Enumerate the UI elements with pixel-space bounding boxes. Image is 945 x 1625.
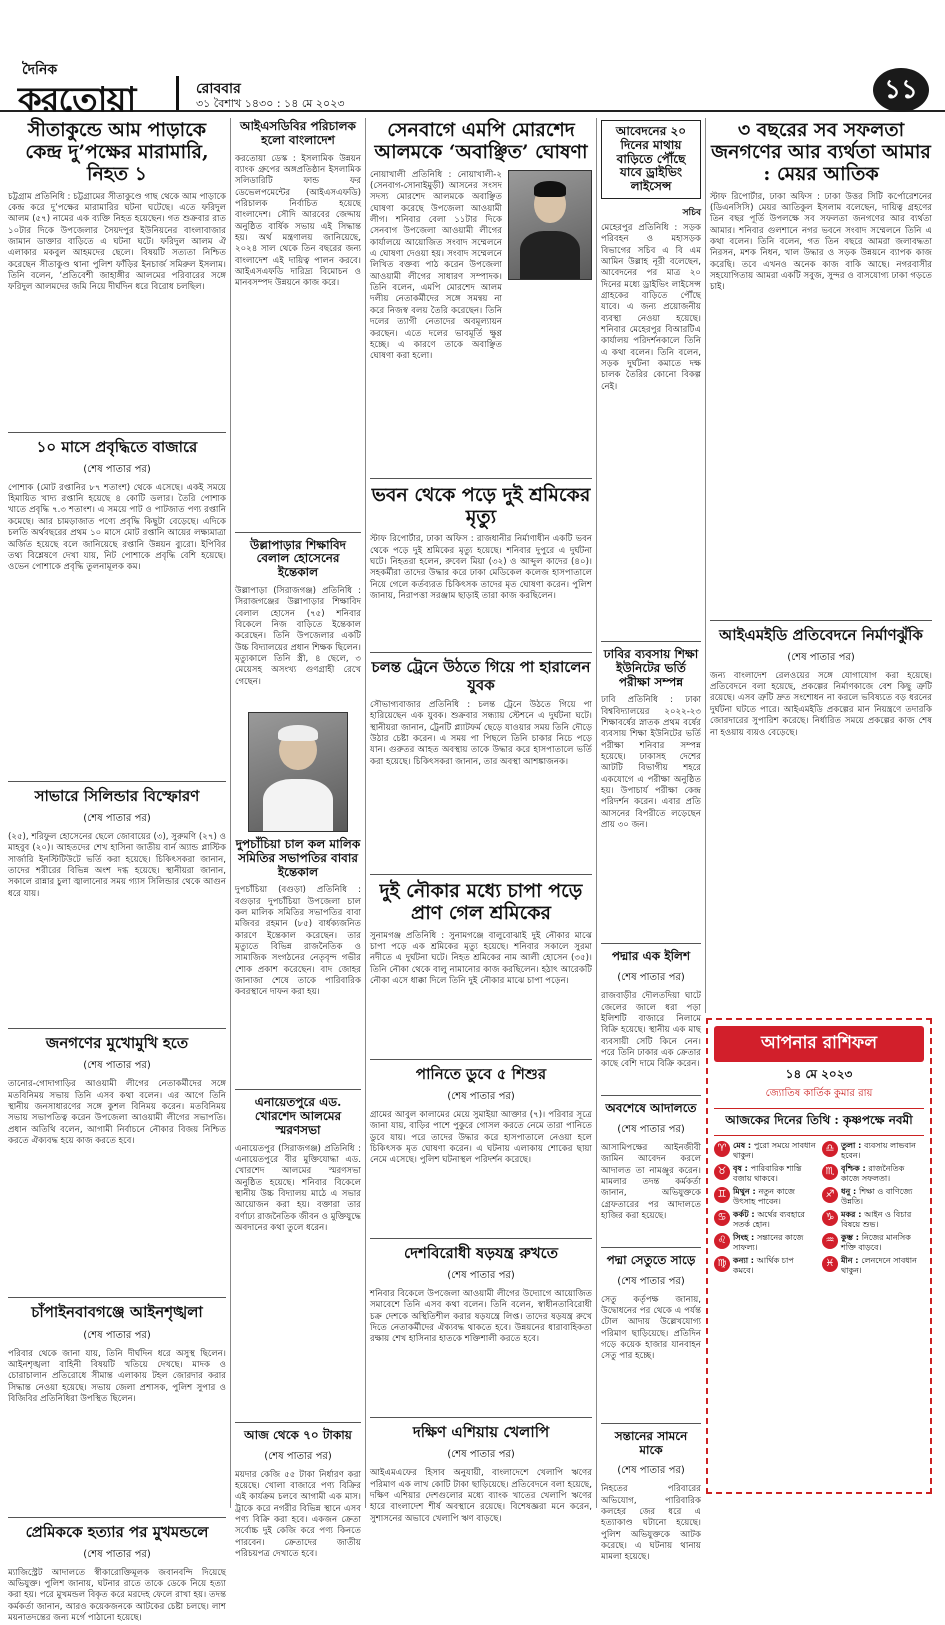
story-headline[interactable]: সেনবাগে এমপি মোরশেদ আলমকে ‘অবাঞ্ছিত’ ঘোষণা bbox=[374, 119, 588, 163]
sign-name: বৃশ্চিক : bbox=[841, 1164, 869, 1173]
story-headline[interactable]: আইএমইডি প্রতিবেদনে নির্মাণঝুঁকি bbox=[719, 625, 923, 644]
zodiac-icon: ♌ bbox=[714, 1233, 730, 1249]
story-headline[interactable]: এনায়েতপুরে এড. খোরশেদ আলমের স্মরণসভা bbox=[254, 1095, 342, 1137]
horoscope-sign bbox=[714, 1256, 816, 1276]
sign-name: মকর : bbox=[841, 1210, 865, 1219]
story-body: দুপচাঁচিয়া (বগুড়া) প্রতিনিধি : বগুড়ার দুপচাঁচিয়া উপজেলা চাল কল মালিক সমিতির সভাপতির বাবা মজিবর রহমান (৮৫) বার্ধক্যজনিত কারণে ইন্তেকাল করেছেন। তার মৃত্যুতে বিভিন্ন রাজনৈতিক ও সামাজিক সংগঠনের নেতৃবৃন্দ গভীর শোক প্রকাশ করেছেন। বাদ জোহর জানাজা শেষে তাকে পারিবারিক কবরস্থানে দাফন করা হয়। bbox=[235, 885, 361, 998]
story-body: জন্য বাংলাদেশ রেলওয়ের সঙ্গে যোগাযোগ করা হয়েছে। প্রতিবেদনে বলা হয়েছে, প্রকল্পের নির্মাণকাজে বেশ কিছু ত্রুটি রয়েছে। এসব ত্রুটি দ্রুত সংশোধন না করলে ভবিষ্যতে বড় ধরনের দুর্ঘটনা ঘটতে পারে। আইএমইডি প্রকল্পের মান নিয়ন্ত্রণে তদারকি জোরদারের সুপারিশ করেছে। নির্ধারিত সময়ে প্রকল্পের কাজ শেষ না হওয়ায় ব্যয়ও বেড়েছে। bbox=[710, 670, 932, 738]
continued-label: (শেষ পাতার পর) bbox=[617, 1123, 685, 1135]
horoscope-sign-list bbox=[714, 1141, 924, 1276]
story-headline[interactable]: ১০ মাসে প্রবৃদ্ধিতে বাজারে bbox=[36, 437, 198, 456]
story-body: ম্যাজিস্ট্রেট আদালতে স্বীকারোক্তিমূলক জবানবন্দি দিয়েছে অভিযুক্ত। পুলিশ জানায়, ঘটনার রাতে তাকে ডেকে নিয়ে হত্যা করা হয়। পরে মুখমন্ডল বিকৃত করে মরদেহ ফেলে রাখা হয়। তদন্ত কর্মকর্তা জানান, আরও কয়েকজনকে আটকের চেষ্টা চলছে। লাশ ময়নাতদন্তের জন্য মর্গে পাঠানো হয়েছে। bbox=[8, 1567, 226, 1624]
horoscope-sign bbox=[822, 1256, 924, 1276]
divider bbox=[8, 781, 226, 782]
story-headline[interactable]: আবেদনের ২০ দিনের মাথায় বাড়িতে পৌঁছে যাবে ড্রাইভিং লাইসেন্স bbox=[601, 120, 701, 199]
zodiac-icon: ♒ bbox=[822, 1233, 838, 1249]
divider bbox=[710, 620, 932, 621]
story-body: স্টাফ রিপোর্টার, ঢাকা অফিস : ঢাকা উত্তর সিটি কর্পোরেশনের (ডিএনসিসি) মেয়র আতিকুল ইসলাম বলেছেন, দায়িত্ব গ্রহণের তিন বছর পূর্তি উপলক্ষে সব সফলতা জনগণের আর ব্যর্থতা আমার। শনিবার গুলশানে নগর ভবনে সংবাদ সম্মেলনে তিনি এ কথা বলেন। তিনি বলেন, গত তিন বছরে আমরা জলাবদ্ধতা নিরসন, মশক নিধন, খাল উদ্ধার ও সড়ক উন্নয়নে ব্যাপক কাজ করেছি। তবে এখনও অনেক কাজ বাকি আছে। নগরবাসীর সহযোগিতায় আমরা একটি সবুজ, সুন্দর ও বাসযোগ্য ঢাকা গড়তে চাই। bbox=[710, 191, 932, 293]
story-headline[interactable]: আজ থেকে ৭০ টাকায় bbox=[244, 1427, 352, 1442]
sign-name: সিংহ : bbox=[733, 1233, 757, 1242]
horoscope-title: আপনার রাশিফল bbox=[714, 1026, 924, 1062]
portrait-photo bbox=[248, 712, 348, 832]
divider bbox=[370, 874, 592, 875]
divider bbox=[370, 1059, 592, 1060]
sign-forecast: ব্যবসায় লাভবান হবেন। bbox=[841, 1141, 916, 1160]
divider bbox=[601, 641, 701, 642]
story-headline[interactable]: ৩ বছরের সব সফলতা জনগণের আর ব্যর্থতা আমার : মেয়র আতিক bbox=[711, 119, 931, 185]
story-body: পরিবার থেকে জানা যায়, তিনি দীর্ঘদিন ধরে অসুস্থ ছিলেন। আইনশৃঙ্খলা বাহিনী বিষয়টি খতিয়ে দেখছে। মাদক ও চোরাচালান প্রতিরোধে সীমান্ত এলাকায় টহল জোরদার করার সিদ্ধান্ত নেওয়া হয়েছে। সভায় জেলা প্রশাসক, পুলিশ সুপার ও বিজিবির প্রতিনিধিরা উপস্থিত ছিলেন। bbox=[8, 1348, 226, 1404]
horoscope-sign bbox=[714, 1141, 816, 1161]
zodiac-icon: ♑ bbox=[822, 1210, 838, 1226]
issue-day: রোববার bbox=[196, 81, 241, 97]
column-3 bbox=[370, 118, 592, 1524]
horoscope-tithi: আজকের দিনের তিথি : কৃষ্ণপক্ষে নবমী bbox=[714, 1108, 924, 1136]
horoscope-date: ১৪ মে ২০২৩ bbox=[785, 1067, 853, 1081]
photo-suit bbox=[520, 231, 579, 279]
story-headline[interactable]: ভবন থেকে পড়ে দুই শ্রমিকের মৃত্যু bbox=[371, 483, 591, 528]
story-headline[interactable]: ঢাবির ব্যবসায় শিক্ষা ইউনিটের ভর্তি পরীক্ষা সম্পন্ন bbox=[603, 646, 699, 689]
story-body: স্টাফ রিপোর্টার, ঢাকা অফিস : রাজধানীর নির্মাণাধীন একটি ভবন থেকে পড়ে দুই শ্রমিকের মৃত্যু হয়েছে। শনিবার দুপুরে এ দুর্ঘটনা ঘটে। নিহতরা হলেন, রুবেল মিয়া (৩২) ও আব্দুল কাদের (৪০)। সহকর্মীরা তাদের উদ্ধার করে ঢাকা মেডিকেল কলেজ হাসপাতালে নিয়ে গেলে কর্তব্যরত চিকিৎসক তাদের মৃত ঘোষণা করেন। পুলিশ জানায়, নিরাপত্তা সরঞ্জাম ছাড়াই তারা কাজ করছিলেন। bbox=[370, 534, 592, 602]
zodiac-icon: ♍ bbox=[714, 1256, 730, 1272]
zodiac-icon: ♉ bbox=[714, 1164, 730, 1180]
story-body: মেহেরপুর প্রতিনিধি : সড়ক পরিবহন ও মহাসড়ক বিভাগের সচিব এ বি এম আমিন উল্লাহ নূরী বলেছেন, আবেদনের পর মাত্র ২০ দিনের মধ্যে ড্রাইভিং লাইসেন্স গ্রাহকের বাড়িতে পৌঁছে যাবে। এ জন্য প্রয়োজনীয় ব্যবস্থা নেওয়া হয়েছে। শনিবার মেহেরপুর বিআরটিএ কার্যালয় পরিদর্শনকালে তিনি এ কথা বলেন। তিনি বলেন, সড়ক দুর্ঘটনা কমাতে দক্ষ চালক তৈরির কোনো বিকল্প নেই। bbox=[601, 222, 701, 392]
sign-forecast: নিজের মানসিক শক্তি বাড়বে। bbox=[841, 1233, 911, 1252]
story-body: শনিবার বিকেলে উপজেলা আওয়ামী লীগের উদ্যোগে আয়োজিত সমাবেশে তিনি এসব কথা বলেন। তিনি বলেন, স্বাধীনতাবিরোধী চক্র দেশকে অস্থিতিশীল করার ষড়যন্ত্রে লিপ্ত। তাদের ষড়যন্ত্র রুখে দিতে নেতাকর্মীদের ঐক্যবদ্ধ থাকতে হবে। উন্নয়নের ধারাবাহিকতা রক্ষায় শেখ হাসিনার হাতকে শক্তিশালী করতে হবে। bbox=[370, 1289, 592, 1345]
story-body: নিহতের পরিবারের অভিযোগ, পারিবারিক কলহের জের ধরে এ হত্যাকাণ্ড ঘটানো হয়েছে। পুলিশ অভিযুক্তকে আটক করেছে। এ ঘটনায় থানায় মামলা হয়েছে। bbox=[601, 1484, 701, 1563]
sign-forecast: রাজনৈতিক কাজে সফলতা। bbox=[841, 1164, 905, 1183]
column-2 bbox=[235, 118, 361, 1559]
story-body: করতোয়া ডেস্ক : ইসলামিক উন্নয়ন ব্যাংক গ্রুপের অঙ্গপ্রতিষ্ঠান ইসলামিক সলিডারিটি ফান্ড ফর ডেভেলপমেন্টের (আইএসএফডি) পরিচালক নির্বাচিত হয়েছে বাংলাদেশ। সৌদি আরবের জেদ্দায় অনুষ্ঠিত বার্ষিক সভায় এই সিদ্ধান্ত হয়। অর্থ মন্ত্রণালয় জানিয়েছে, ২০২৪ সাল থেকে তিন বছরের জন্য বাংলাদেশ এই দায়িত্ব পালন করবে। আইএসএফডি দারিদ্র্য বিমোচন ও মানবসম্পদ উন্নয়নে কাজ করে। bbox=[235, 153, 361, 289]
photo-hair bbox=[534, 181, 567, 196]
column-rule bbox=[705, 118, 706, 1013]
zodiac-icon: ♏ bbox=[822, 1164, 838, 1180]
masthead bbox=[0, 0, 945, 120]
story-body: নোয়াখালী প্রতিনিধি : নোয়াখালী-২ (সেনবাগ-সোনাইমুড়ী) আসনের সংসদ সদস্য মোরশেদ আলমকে অবাঞ্ছিত ঘোষণা করেছে উপজেলা আওয়ামী লীগ। শনিবার বেলা ১১টার দিকে সেনবাগ উপজেলা আওয়ামী লীগের কার্যালয়ে আয়োজিত সংবাদ সম্মেলনে এ ঘোষণা দেওয়া হয়। সংবাদ সম্মেলনে লিখিত বক্তব্য পাঠ করেন উপজেলা আওয়ামী লীগের সাধারণ সম্পাদক। তিনি বলেন, এমপি মোরশেদ আলম দলীয় নেতাকর্মীদের সঙ্গে সমন্বয় না করে নিজস্ব বলয় তৈরি করেছেন। তিনি দলের ত্যাগী নেতাদের অবমূল্যায়ন করছেন। এতে দলের ভাবমূর্তি ক্ষুণ্ণ হচ্ছে। এ কারণে তাকে অবাঞ্ছিত ঘোষণা করা হলো। bbox=[370, 169, 502, 362]
horoscope-box bbox=[706, 1018, 932, 1494]
story-body: গ্রামের আবুল কালামের মেয়ে সুমাইয়া আক্তার (৭)। পরিবার সূত্রে জানা যায়, বাড়ির পাশে পুকুরে গোসল করতে নেমে তারা পানিতে ডুবে যায়। পরে তাদের উদ্ধার করে হাসপাতালে নেওয়া হলে চিকিৎসক মৃত ঘোষণা করেন। এ ঘটনায় এলাকায় শোকের ছায়া নেমে এসেছে। পুলিশ ঘটনাস্থল পরিদর্শন করেছে। bbox=[370, 1109, 592, 1166]
story-headline[interactable]: অবশেষে আদালতে bbox=[605, 1101, 697, 1116]
zodiac-icon: ♋ bbox=[714, 1210, 730, 1226]
continued-label: (শেষ পাতার পর) bbox=[264, 1450, 332, 1462]
divider bbox=[235, 1089, 361, 1090]
sign-name: কুম্ভ : bbox=[841, 1233, 862, 1242]
continued-label: (শেষ পাতার পর) bbox=[447, 1090, 515, 1102]
story-headline[interactable]: দেশবিরোধী ষড়যন্ত্র রুখতে bbox=[404, 1243, 558, 1262]
column-1 bbox=[8, 118, 226, 1624]
horoscope-sign bbox=[714, 1233, 816, 1253]
story-body: আইএমএফের হিসাব অনুযায়ী, বাংলাদেশে খেলাপি ঋণের পরিমাণ এক লাখ কোটি টাকা ছাড়িয়েছে। প্রতিবেদনে বলা হয়েছে, দক্ষিণ এশিয়ার দেশগুলোর মধ্যে ব্যাংক খাতের খেলাপি ঋণের হারে বাংলাদেশ শীর্ষ অবস্থানে রয়েছে। বিশেষজ্ঞরা মনে করেন, সুশাসনের অভাবে খেলাপি ঋণ বাড়ছে। bbox=[370, 1468, 592, 1524]
story-body: সেতু কর্তৃপক্ষ জানায়, উদ্বোধনের পর থেকে এ পর্যন্ত টোল আদায় উল্লেখযোগ্য পরিমাণ ছাড়িয়েছে। প্রতিদিন গড়ে কয়েক হাজার যানবাহন সেতু পার হচ্ছে। bbox=[601, 1294, 701, 1362]
story-headline[interactable]: পদ্মা সেতুতে সাড়ে bbox=[606, 1252, 696, 1267]
sign-name: ধনু : bbox=[841, 1187, 860, 1196]
zodiac-icon: ♈ bbox=[714, 1141, 730, 1157]
photo-clothing bbox=[263, 779, 334, 831]
masthead-divider bbox=[176, 76, 179, 110]
divider bbox=[370, 1417, 592, 1418]
story-headline[interactable]: চলন্ত ট্রেনে উঠতে গিয়ে পা হারালেন যুবক bbox=[371, 658, 591, 694]
story-body: এনায়েতপুর (সিরাজগঞ্জ) প্রতিনিধি : এনায়েতপুরে বীর মুক্তিযোদ্ধা এড. খোরশেদ আলমের স্মরণসভা অনুষ্ঠিত হয়েছে। শনিবার বিকেলে স্থানীয় উচ্চ বিদ্যালয় মাঠে এ সভার আয়োজন করা হয়। বক্তারা তার বর্ণাঢ্য রাজনৈতিক জীবন ও মুক্তিযুদ্ধে অবদানের কথা তুলে ধরেন। bbox=[235, 1143, 361, 1234]
horoscope-author: জ্যোতিষ কার্তিক কুমার রায় bbox=[765, 1088, 873, 1099]
continued-label: (শেষ পাতার পর) bbox=[617, 972, 685, 984]
horoscope-sign bbox=[822, 1141, 924, 1161]
story-body: সুনামগঞ্জ প্রতিনিধি : সুনামগঞ্জে বালুবোঝাই দুই নৌকার মাঝে চাপা পড়ে এক শ্রমিকের মৃত্যু হয়েছে। শনিবার সকালে সুরমা নদীতে এ দুর্ঘটনা ঘটে। নিহত শ্রমিকের নাম আলী হোসেন (৩৫)। তিনি নৌকা থেকে বালু নামানোর কাজ করছিলেন। হঠাৎ আরেকটি নৌকা এসে ধাক্কা দিলে তিনি দুই নৌকার মাঝে চাপা পড়েন। bbox=[370, 930, 592, 986]
sign-forecast: অর্থের ব্যবহারে সতর্ক হোন। bbox=[733, 1210, 805, 1229]
continued-label: (শেষ পাতার পর) bbox=[83, 1548, 151, 1560]
story-body: আসামিপক্ষের আইনজীবী জামিন আবেদন করলে আদালত তা নামঞ্জুর করেন। মামলার তদন্ত কর্মকর্তা জানান, অভিযুক্তকে গ্রেফতারের পর আদালতে হাজির করা হয়েছে। bbox=[601, 1142, 701, 1222]
story-headline[interactable]: পানিতে ডুবে ৫ শিশুর bbox=[415, 1064, 547, 1083]
continued-label: (শেষ পাতার পর) bbox=[83, 463, 151, 475]
continued-label: (শেষ পাতার পর) bbox=[617, 1275, 685, 1287]
continued-label: (শেষ পাতার পর) bbox=[83, 1060, 151, 1072]
divider bbox=[235, 1422, 361, 1423]
horoscope-sign-text bbox=[733, 1210, 816, 1230]
story-headline[interactable]: আইএসডিবির পরিচালক হলো বাংলাদেশ bbox=[240, 119, 356, 147]
divider bbox=[601, 943, 701, 944]
sign-forecast: শিক্ষা ও বাণিজ্যে উন্নতি। bbox=[841, 1187, 913, 1206]
story-body: উল্লাপাড়া (সিরাজগঞ্জ) প্রতিনিধি : সিরাজগঞ্জের উল্লাপাড়ার শিক্ষাবিদ বেলাল হোসেন (৭৫) শনিবার বিকেলে নিজ বাড়িতে ইন্তেকাল করেছেন। তিনি উপজেলার একটি উচ্চ বিদ্যালয়ের প্রধান শিক্ষক ছিলেন। মৃত্যুকালে তিনি স্ত্রী, ৪ ছেলে, ৩ মেয়েসহ অসংখ্য গুণগ্রাহী রেখে গেছেন। bbox=[235, 585, 361, 687]
horoscope-sign-text bbox=[841, 1233, 924, 1253]
issue-date: ৩১ বৈশাখ ১৪৩০ : ১৪ মে ২০২৩ bbox=[196, 97, 345, 110]
continued-label: (শেষ পাতার পর) bbox=[447, 1449, 515, 1461]
story-headline[interactable]: চাঁপাইনবাবগঞ্জে আইনশৃঙ্খলা bbox=[31, 1303, 203, 1322]
sign-forecast: আইন ও বিচার বিষয়ে শুভ। bbox=[841, 1210, 912, 1229]
divider bbox=[370, 652, 592, 653]
logo-small: দৈনিক bbox=[22, 62, 58, 78]
divider bbox=[8, 432, 226, 433]
story-body: ময়দার কেজি ৫৫ টাকা নির্ধারণ করা হয়েছে। খোলা বাজারে পণ্য বিক্রির এই কার্যক্রম চলবে আগামী এক মাস। ট্রাকে করে নগরীর বিভিন্ন স্থানে এসব পণ্য বিক্রি করা হবে। একজন ক্রেতা সর্বোচ্চ দুই কেজি করে পণ্য কিনতে পারবেন। ক্রেতাদের জাতীয় পরিচয়পত্র দেখাতে হবে। bbox=[235, 1469, 361, 1559]
horoscope-sign bbox=[822, 1164, 924, 1184]
story-headline[interactable]: দক্ষিণ এশিয়ায় খেলাপি bbox=[412, 1423, 550, 1442]
horoscope-sign bbox=[714, 1210, 816, 1230]
story-headline[interactable]: উল্লাপাড়ার শিক্ষাবিদ বেলাল হোসেনের ইন্তেকাল bbox=[250, 537, 346, 580]
zodiac-icon: ♎ bbox=[822, 1141, 838, 1157]
story-headline[interactable]: সীতাকুন্ডে আম পাড়াকে কেন্দ্র দু’পক্ষের মারামারি, নিহত ১ bbox=[25, 119, 209, 185]
continued-label: (শেষ পাতার পর) bbox=[447, 1270, 515, 1282]
story-body: রাজবাড়ীর দৌলতদিয়া ঘাটে জেলের জালে ধরা পড়া ইলিশটি বাজারে নিলামে বিক্রি হয়েছে। স্থানীয় এক মাছ ব্যবসায়ী সেটি কিনে নেন। পরে তিনি ঢাকার এক ক্রেতার কাছে বেশি দামে বিক্রি করেন। bbox=[601, 991, 701, 1070]
story-headline[interactable]: দুপচাঁচিয়া চাল কল মালিক সমিতির সভাপতির বাবার ইন্তেকাল bbox=[235, 836, 361, 879]
divider bbox=[601, 1423, 701, 1424]
story-headline[interactable]: পদ্মার এক ইলিশ bbox=[611, 949, 691, 964]
story-body: ঢাবি প্রতিনিধি : ঢাকা বিশ্ববিদ্যালয়ের ২০২২-২৩ শিক্ষাবর্ষের স্নাতক প্রথম বর্ষের ব্যবসায় শিক্ষা ইউনিটের ভর্তি পরীক্ষা শনিবার সম্পন্ন হয়েছে। ঢাকাসহ দেশের আটটি বিভাগীয় শহরে একযোগে এ পরীক্ষা অনুষ্ঠিত হয়। উপাচার্য পরীক্ষা কেন্দ্র পরিদর্শন করেন। এবার প্রতি আসনের বিপরীতে লড়েছেন প্রায় ৩০ জন। bbox=[601, 695, 701, 831]
sign-forecast: নতুন কাজে উৎসাহ পাবেন। bbox=[733, 1187, 795, 1206]
horoscope-sign bbox=[822, 1210, 924, 1230]
divider bbox=[8, 1297, 226, 1298]
horoscope-sign-text bbox=[841, 1256, 924, 1276]
column-5 bbox=[710, 118, 932, 1013]
mp-portrait-photo bbox=[508, 170, 592, 280]
divider bbox=[8, 1028, 226, 1029]
divider bbox=[601, 1247, 701, 1248]
horoscope-sign bbox=[714, 1164, 816, 1184]
sign-forecast: পারিবারিক শান্তি বজায় থাকবে। bbox=[733, 1164, 802, 1183]
horoscope-sign-text bbox=[733, 1164, 816, 1184]
story-headline[interactable]: সাভারে সিলিন্ডার বিস্ফোরণ bbox=[34, 786, 200, 805]
story-headline[interactable]: দুই নৌকার মধ্যে চাপা পড়ে প্রাণ গেল শ্রমিকের bbox=[379, 879, 583, 924]
divider bbox=[235, 532, 361, 533]
zodiac-icon: ♓ bbox=[822, 1256, 838, 1272]
story-with-photo bbox=[370, 170, 592, 470]
column-rule bbox=[596, 118, 597, 1508]
continued-label: (শেষ পাতার পর) bbox=[83, 813, 151, 825]
story-body: চট্টগ্রাম প্রতিনিধি : চট্টগ্রামের সীতাকুণ্ডে গাছ থেকে আম পাড়াকে কেন্দ্র করে দু’পক্ষের মারামারির ঘটনা ঘটেছে। এতে ফরিদুল আলম (৫৭) নামের এক ব্যক্তি নিহত হয়েছেন। গত শুক্রবার রাত ১০টার দিকে উপজেলার সৈয়দপুর ইউনিয়নের বাংলাবাজার জামান ডাক্তার বাড়িতে এ ঘটনা ঘটে। ফরিদুল আলম ঐ এলাকার মকবুল আহমদের ছেলে। বিষয়টি সত্যতা নিশ্চিত করেছেন সীতাকুণ্ড থানা পুলিশ ফাঁড়ির ইনচার্জ সমিরুল ইসলাম। তিনি বলেন, ‘প্রতিবেশী জাহাঙ্গীর আলমের পরিবারের সঙ্গে ফরিদুল আলমদের জমি নিয়ে দীর্ঘদিন ধরে বিরোধ চলছিল। bbox=[8, 191, 226, 293]
story-body: সৌভাগ্যবাজার প্রতিনিধি : চলন্ত ট্রেনে উঠতে গিয়ে পা হারিয়েছেন এক যুবক। শুক্রবার সন্ধ্যায় স্টেশনে এ দুর্ঘটনা ঘটে। স্থানীয়রা জানান, ট্রেনটি প্ল্যাটফর্ম ছেড়ে যাওয়ার সময় তিনি দৌড়ে উঠার চেষ্টা করেন। এ সময় পা পিছলে তিনি চাকার নিচে পড়ে যান। গুরুতর আহত অবস্থায় তাকে উদ্ধার করে হাসপাতালে ভর্তি করা হয়েছে। চিকিৎসকরা জানান, তার অবস্থা আশঙ্কাজনক। bbox=[370, 699, 592, 767]
page-number: ১১ bbox=[873, 68, 929, 112]
horoscope-sign-text bbox=[841, 1187, 924, 1207]
horoscope-sign-text bbox=[733, 1187, 816, 1207]
logo[interactable]: করতোয়া bbox=[18, 80, 136, 120]
column-rule bbox=[365, 118, 366, 1508]
sign-forecast: সন্তানের কাজে সাফল্য। bbox=[733, 1233, 804, 1252]
horoscope-sign-text bbox=[733, 1233, 816, 1253]
continued-label: (শেষ পাতার পর) bbox=[787, 651, 855, 663]
continued-label: (শেষ পাতার পর) bbox=[617, 1465, 685, 1477]
story-byline: সচিব bbox=[682, 207, 701, 218]
story-headline[interactable]: প্রেমিককে হত্যার পর মুখমন্ডলে bbox=[25, 1522, 209, 1541]
sign-name: বৃষ : bbox=[733, 1164, 751, 1173]
sign-name: কর্কট : bbox=[733, 1210, 758, 1219]
horoscope-sign bbox=[822, 1187, 924, 1207]
horoscope-sign-text bbox=[841, 1164, 924, 1184]
zodiac-icon: ♐ bbox=[822, 1187, 838, 1203]
sign-name: তুলা : bbox=[841, 1141, 865, 1150]
horoscope-sign-text bbox=[733, 1141, 816, 1161]
story-body: (২৫), শরিফুল হোসেনের ছেলে জোবায়ের (৩), সুরুমণি (২৭) ও মাহবুব (২০)। আহতদের শেখ হাসিনা জাতীয় বার্ন অ্যান্ড প্লাস্টিক সার্জারি ইনস্টিটিউটে ভর্তি করা হয়েছে। চিকিৎসকরা জানান, তাদের শরীরের বিভিন্ন অংশ দগ্ধ হয়েছে। স্থানীয়রা জানান, সকালে রান্নার চুলা জ্বালানোর সময় গ্যাস সিলিন্ডার থেকে আগুন ধরে যায়। bbox=[8, 832, 226, 899]
sign-name: মীন : bbox=[841, 1256, 862, 1265]
divider bbox=[370, 1238, 592, 1239]
horoscope-sign-text bbox=[841, 1141, 924, 1161]
sign-forecast: লেনদেনে সাবধান থাকুন। bbox=[841, 1256, 917, 1275]
divider bbox=[8, 1517, 226, 1518]
sign-forecast: আর্থিক চাপ কমবে। bbox=[733, 1256, 794, 1275]
sign-forecast: পুরো সময়ে সাবধান থাকুন। bbox=[733, 1141, 816, 1160]
sign-name: কন্যা : bbox=[733, 1256, 757, 1265]
column-rule bbox=[230, 118, 231, 1508]
sign-name: মেষ : bbox=[733, 1141, 754, 1150]
story-headline[interactable]: সন্তানের সামনে মাকে bbox=[614, 1428, 688, 1457]
zodiac-icon: ♊ bbox=[714, 1187, 730, 1203]
story-body: পোশাক (মোট রপ্তানির ৮৭ শতাংশ) থেকে এসেছে। একই সময়ে হিমায়িত খাদ্য রপ্তানি হয়েছে ৪ কোটি ডলার। তৈরি পোশাক খাতে প্রবৃদ্ধি ৭.৩ শতাংশ। এ সময়ে পাট ও পাটজাত পণ্য রপ্তানি কমেছে। আর চামড়াজাত পণ্যে প্রবৃদ্ধি কিছুটা বেড়েছে। এদিকে চলতি অর্থবছরের প্রথম ১০ মাসে মোট রপ্তানি আয়ের লক্ষ্যমাত্রা অর্জিত হয়েছে বলে জানিয়েছে রপ্তানি উন্নয়ন ব্যুরো। ইপিবির তথ্য বিশ্লেষণে দেখা যায়, নিট পোশাকে প্রবৃদ্ধি বেশি হয়েছে। ওভেন পোশাকে প্রবৃদ্ধি তুলনামূলক কম। bbox=[8, 482, 226, 573]
sign-name: মিথুন : bbox=[733, 1187, 759, 1196]
horoscope-sign bbox=[822, 1233, 924, 1253]
story-headline[interactable]: জনগণের মুখোমুখি হতে bbox=[45, 1034, 189, 1053]
horoscope-sign bbox=[714, 1187, 816, 1207]
column-4 bbox=[601, 118, 701, 1563]
horoscope-sign-text bbox=[841, 1210, 924, 1230]
continued-label: (শেষ পাতার পর) bbox=[83, 1329, 151, 1341]
divider bbox=[370, 478, 592, 479]
story-body: তানোর-গোদাগাড়ির আওয়ামী লীগের নেতাকর্মীদের সঙ্গে মতবিনিময় সভায় তিনি এসব কথা বলেন। এর আগে তিনি স্থানীয় জনসাধারণের সঙ্গে কুশল বিনিময় করেন। মতবিনিময় সভায় সভাপতিত্ব করেন উপজেলা আওয়ামী লীগের সভাপতি। প্রধান অতিথি বলেন, আগামী নির্বাচনে নৌকার বিজয় নিশ্চিত করতে ঐক্যবদ্ধ হয়ে কাজ করতে হবে। bbox=[8, 1079, 226, 1146]
divider bbox=[601, 1095, 701, 1096]
horoscope-sign-text bbox=[733, 1256, 816, 1276]
photo-cap bbox=[278, 725, 317, 742]
